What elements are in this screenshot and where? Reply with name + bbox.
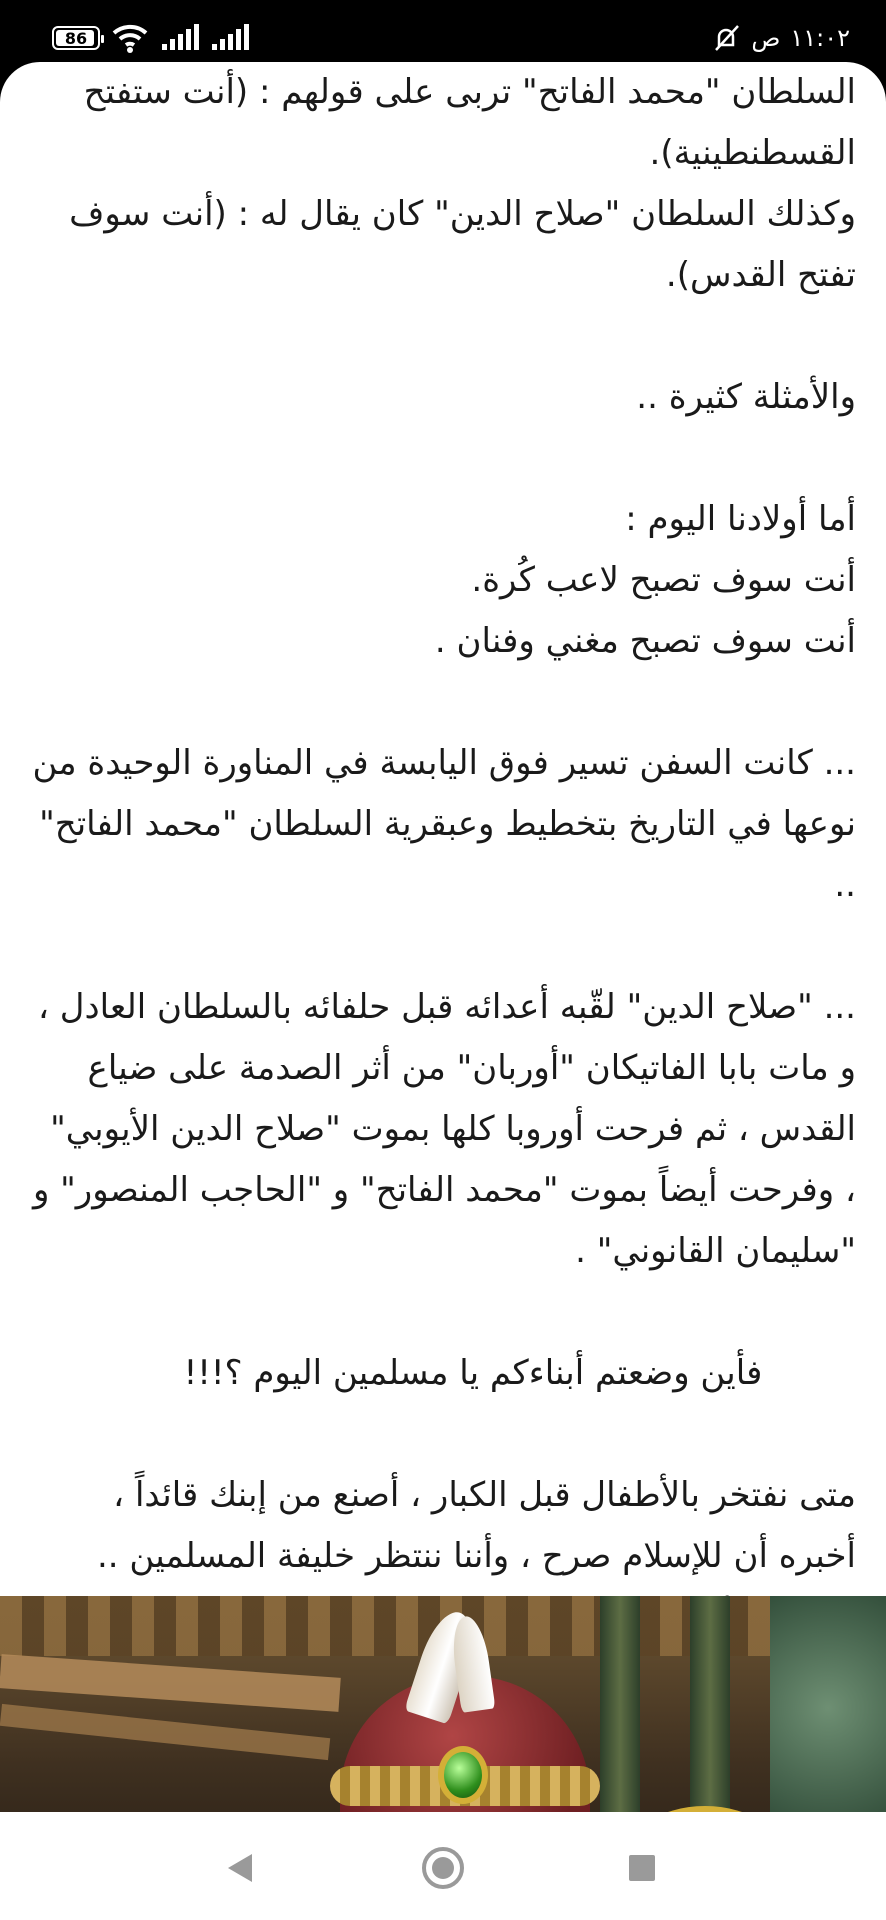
paragraph: والأمثلة كثيرة .. [636,377,856,417]
paragraph-question: فأين وضعتم أبناءكم يا مسلمين اليوم ؟!!! [183,1353,763,1393]
paragraph: أما أولادنا اليوم : [625,499,856,539]
back-button[interactable] [210,1838,270,1898]
recents-button[interactable] [612,1838,672,1898]
battery-icon [52,26,100,50]
home-icon [422,1847,464,1889]
signal-icon [210,24,250,52]
article-text [30,62,856,1648]
paragraph: ... كانت السفن تسير فوق اليابسة في المناورة الوحيدة من نوعها في التاريخ بتخطيط وعبقرية السلطان "محمد الفاتح" .. [32,743,856,905]
paragraph: ... "صلاح الدين" لقّبه أعدائه قبل حلفائه بالسلطان العادل ، و مات بابا الفاتيكان "أوربان" من أثر الصدمة على ضياع القدس ، ثم فرحت أوروبا كلها بموت "صلاح الدين الأيوبي" ، وفرحت أيضاً بموت "محمد الفاتح" و "الحاجب المنصور" و "سليمان القانوني" . [32,987,856,1271]
spacer [30,306,856,367]
paragraph: متى نفتخر بالأطفال قبل الكبار ، أصنع من إبنك قائداً ، أخبره أن للإسلام صرح ، وأننا ننتظر خليفة المسلمين .. [96,1475,856,1576]
spacer [30,1404,856,1465]
content-sheet[interactable] [0,62,886,1812]
battery-level: 86 [64,28,88,48]
paragraph: أنت سوف تصبح لاعب كُرة. [471,560,856,600]
alarm-off-icon [711,23,741,53]
sultan-portrait-image[interactable] [0,1596,886,1812]
signal-icon [160,24,200,52]
wifi-icon [110,23,150,53]
spacer [30,1282,856,1343]
spacer [30,428,856,489]
status-right [711,22,850,54]
recents-icon [629,1855,655,1881]
back-icon [228,1854,252,1882]
clock: ١١:٠٢ [790,24,850,52]
home-button[interactable] [413,1838,473,1898]
status-left [52,24,250,52]
paragraph: أنت سوف تصبح مغني وفنان . [434,621,856,661]
spacer [30,672,856,733]
paragraph: السلطان "محمد الفاتح" تربى على قولهم : (أنت ستفتح القسطنطينية). [83,72,856,173]
paragraph: وكذلك السلطان "صلاح الدين" كان يقال له : (أنت سوف تفتح القدس). [69,194,856,295]
navigation-bar [0,1812,886,1920]
am-pm: ص [751,24,781,52]
spacer [30,916,856,977]
